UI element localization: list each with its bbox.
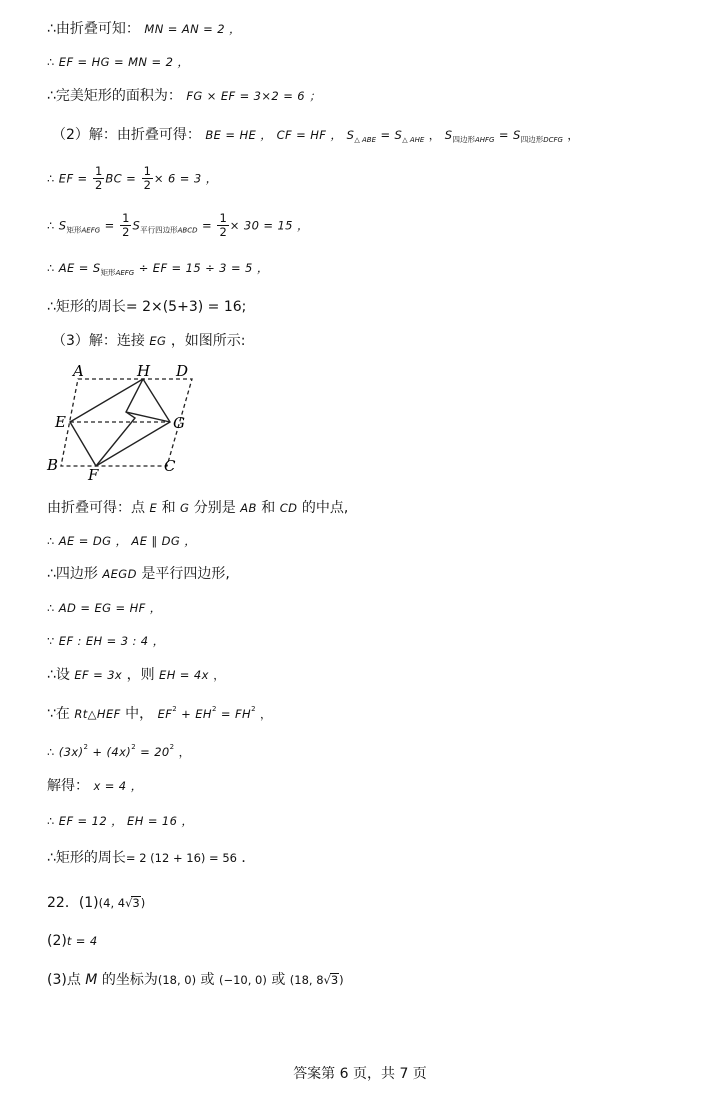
text: （2）解：由折叠可得： (52, 127, 201, 143)
label-h: H (137, 362, 151, 380)
math: S (132, 218, 141, 233)
line-22 (47, 931, 98, 951)
subscript: 矩形 (66, 225, 82, 235)
line-20 (47, 848, 255, 868)
text: 解得： (47, 778, 89, 794)
label-c: C (164, 457, 176, 475)
math: ∴ AD = EG = HF ， (47, 601, 162, 615)
math: EF = 3x (74, 668, 123, 682)
subscript: △ ABE (354, 136, 376, 144)
math: E (149, 501, 158, 515)
math: x = 4 ， (93, 779, 143, 793)
line-11 (47, 531, 196, 551)
text: ∴矩形的周长= 2×(5+3) = 16; (47, 299, 247, 315)
text: ∴由折叠可知： (47, 21, 140, 37)
math: ， (259, 707, 272, 721)
parallelogram-figure (44, 360, 204, 484)
label-e: E (55, 413, 66, 431)
text: 和 (161, 500, 176, 516)
subscript: AEFG (81, 226, 101, 235)
superscript: 2 (172, 705, 177, 713)
math: ， (567, 128, 579, 142)
math: ∴ EF = 12 ， EH = 16 ， (47, 814, 194, 828)
math: ∴ AE = DG ， AE ∥ DG ， (47, 534, 197, 548)
sqrt-sign: √ (323, 973, 331, 987)
math: ， (178, 745, 191, 759)
numerator: 1 (95, 164, 103, 178)
superscript: 2 (169, 743, 175, 751)
fraction (142, 165, 153, 192)
denominator: 2 (219, 225, 227, 239)
text: (2) (47, 933, 67, 949)
math: AB (240, 501, 257, 515)
text: (3)点 (47, 972, 81, 988)
subscript: 平行四边形 (140, 225, 178, 235)
math: (18, 8 (289, 973, 324, 987)
line-16 (47, 699, 271, 724)
text: 中， (125, 706, 154, 722)
subscript: 四边形 (520, 135, 544, 144)
math: FG × EF = 3×2 = 6 ； (186, 89, 321, 103)
math: ， (428, 128, 441, 142)
line-13 (47, 598, 162, 618)
math: EH = 4x (159, 668, 209, 682)
text: ，则 (126, 667, 155, 683)
superscript: 2 (83, 743, 88, 751)
line-14 (47, 631, 164, 651)
denominator: 2 (95, 178, 103, 192)
text: 和 (261, 500, 276, 516)
numerator: 1 (219, 211, 227, 225)
text: 由折叠可得：点 (47, 500, 145, 516)
text: ∴四边形 (47, 566, 98, 582)
math: + (4x) (92, 745, 132, 759)
math: × 6 = 3 ， (153, 171, 218, 186)
math: ∴ EF = HG = MN = 2 ， (47, 55, 190, 69)
text: ∵在 (47, 706, 70, 722)
math: AEGD (102, 567, 137, 581)
text: 的中点, (301, 500, 349, 516)
line-1 (47, 19, 241, 39)
line-18 (47, 776, 142, 796)
text: 的坐标为 (101, 972, 158, 988)
line-6 (47, 212, 309, 241)
math: G (180, 501, 190, 515)
numerator: 1 (143, 164, 151, 178)
subscript: DCFG (543, 136, 563, 144)
subscript: AHFG (474, 136, 495, 144)
text: ∴完美矩形的面积为： (47, 88, 182, 104)
math: = 2 (12 + 16) = 56 (125, 851, 237, 865)
math: (−10, 0) (218, 973, 267, 987)
math: + EH (181, 707, 212, 721)
math: EF (157, 707, 173, 721)
line-9 (52, 331, 246, 351)
math: (4, 4 (98, 896, 126, 910)
subscript: AEFG (115, 269, 135, 277)
line-12 (47, 564, 230, 584)
subscript: 四边形 (452, 135, 475, 144)
math: BC = (105, 171, 137, 186)
math: = (201, 218, 213, 233)
superscript: 2 (211, 705, 217, 713)
line-15 (47, 665, 225, 685)
line-7 (47, 258, 269, 283)
text: 是平行四边形, (141, 566, 230, 582)
math: t = 4 (66, 934, 98, 948)
sqrt-sign: √ (125, 896, 133, 910)
math: ， (213, 668, 225, 682)
math: CD (279, 501, 298, 515)
superscript: 2 (251, 705, 256, 713)
math: Rt△HEF (74, 707, 121, 721)
label-g: G (173, 414, 185, 432)
label-d: D (176, 362, 189, 380)
text: ，如图所示: (170, 333, 246, 349)
denominator: 2 (122, 225, 130, 239)
math: CF = HF ， (276, 128, 343, 142)
text: ∴矩形的周长 (47, 850, 126, 866)
math: ∴ S (47, 218, 67, 233)
subscript: ABCD (177, 226, 198, 235)
math: = 20 (140, 745, 170, 759)
math: BE = HE ， (205, 128, 273, 142)
math: ∵ EF : EH = 3 : 4 ， (47, 634, 165, 648)
math: = S (380, 128, 403, 142)
math: ÷ EF = 15 ÷ 3 = 5 ， (138, 261, 269, 275)
math: ∴ (3x) (47, 745, 84, 759)
line-17 (47, 737, 190, 762)
text: ∴设 (47, 667, 70, 683)
fraction (217, 212, 228, 239)
label-b: B (47, 456, 59, 474)
math: (18, 0) (157, 973, 197, 987)
text: 或 (200, 972, 215, 988)
line-5 (47, 165, 218, 192)
math: = S (498, 128, 521, 142)
text: 分别是 (193, 500, 236, 516)
text: （3）解：连接 (52, 333, 145, 349)
line-4 (52, 125, 579, 150)
subscript: 矩形 (100, 268, 116, 277)
math: MN = AN = 2 ， (144, 22, 241, 36)
denominator: 2 (143, 178, 151, 192)
math: ) (339, 973, 344, 987)
text: ． (241, 850, 256, 866)
math: ∴ EF = (47, 171, 88, 186)
radicand: 3 (132, 896, 140, 910)
math: ) (140, 896, 146, 910)
math: M (85, 972, 98, 988)
line-19 (47, 811, 193, 831)
text: 22．(1) (47, 895, 99, 911)
fraction (93, 165, 104, 192)
text: 或 (271, 972, 286, 988)
subscript: △ AHE (402, 136, 425, 144)
line-2 (47, 52, 189, 72)
math: = (104, 218, 115, 233)
math: = FH (220, 707, 252, 721)
line-21 (47, 893, 145, 913)
superscript: 2 (131, 743, 136, 751)
math: S (444, 128, 453, 142)
label-a: A (73, 362, 84, 380)
numerator: 1 (122, 211, 130, 225)
line-3 (47, 86, 321, 106)
radicand: 3 (330, 973, 339, 987)
label-f: F (88, 466, 99, 484)
math: S (346, 128, 355, 142)
math: ∴ AE = S (47, 261, 101, 275)
math: × 30 = 15 ， (229, 218, 309, 233)
line-23 (47, 970, 344, 990)
fraction (120, 212, 131, 239)
line-10 (47, 498, 348, 518)
math: EG (149, 334, 167, 348)
page-footer: 答案第 6 页，共 7 页 (293, 1066, 427, 1082)
line-8 (47, 297, 246, 317)
